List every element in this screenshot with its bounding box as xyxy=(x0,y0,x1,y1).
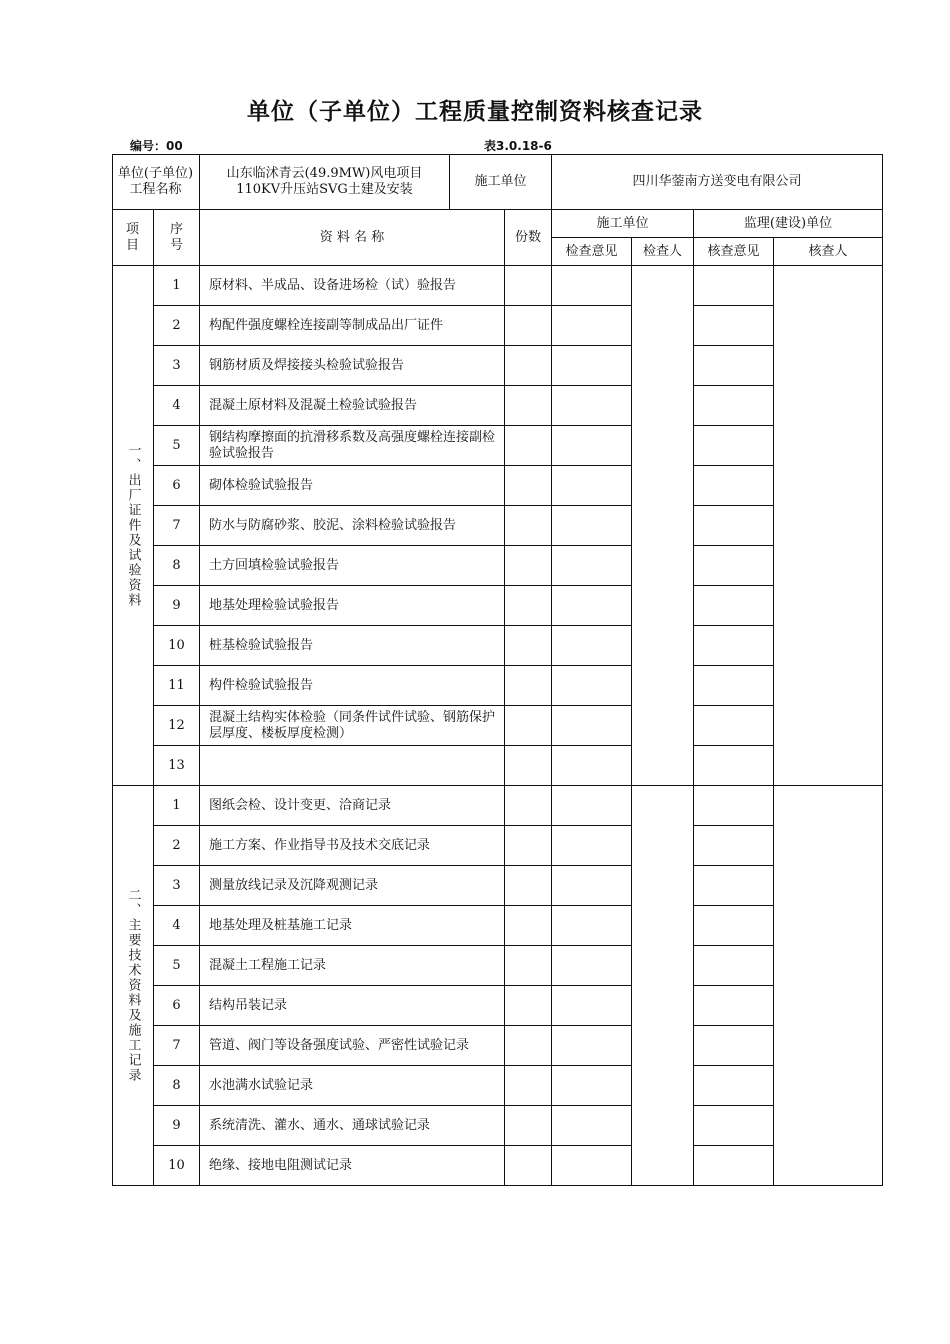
row-number: 5 xyxy=(154,946,200,986)
row-number: 3 xyxy=(154,346,200,386)
check-opinion-cell[interactable] xyxy=(552,466,632,506)
check-opinion-cell[interactable] xyxy=(552,546,632,586)
row-number: 4 xyxy=(154,906,200,946)
check-opinion-cell[interactable] xyxy=(552,1066,632,1106)
row-number: 10 xyxy=(154,626,200,666)
check-opinion-cell[interactable] xyxy=(552,666,632,706)
header-copies: 份数 xyxy=(505,210,552,266)
material-name: 图纸会检、设计变更、洽商记录 xyxy=(200,786,505,826)
header-check-opinion: 检查意见 xyxy=(552,238,632,266)
header-seq: 序号 xyxy=(154,210,200,266)
copies-cell[interactable] xyxy=(505,426,552,466)
copies-cell[interactable] xyxy=(505,666,552,706)
check-opinion-cell[interactable] xyxy=(552,906,632,946)
unit-name-label: 单位(子单位)工程名称 xyxy=(112,154,200,210)
material-name: 混凝土工程施工记录 xyxy=(200,946,505,986)
copies-cell[interactable] xyxy=(505,746,552,786)
copies-cell[interactable] xyxy=(505,1146,552,1186)
material-name: 测量放线记录及沉降观测记录 xyxy=(200,866,505,906)
check-opinion-cell[interactable] xyxy=(552,1026,632,1066)
copies-cell[interactable] xyxy=(505,626,552,666)
verify-opinion-cell[interactable] xyxy=(694,346,774,386)
row-number: 9 xyxy=(154,1106,200,1146)
row-number: 7 xyxy=(154,1026,200,1066)
check-opinion-cell[interactable] xyxy=(552,506,632,546)
checker-cell[interactable] xyxy=(632,786,694,1186)
row-number: 12 xyxy=(154,706,200,746)
copies-cell[interactable] xyxy=(505,586,552,626)
section-title: 二、主要技术资料及施工记录 xyxy=(112,786,154,1186)
header-construction-unit: 施工单位 xyxy=(552,210,694,238)
verify-opinion-cell[interactable] xyxy=(694,1066,774,1106)
copies-cell[interactable] xyxy=(505,1106,552,1146)
check-opinion-cell[interactable] xyxy=(552,946,632,986)
material-name: 施工方案、作业指导书及技术交底记录 xyxy=(200,826,505,866)
verify-opinion-cell[interactable] xyxy=(694,946,774,986)
material-name: 系统清洗、灌水、通水、通球试验记录 xyxy=(200,1106,505,1146)
check-opinion-cell[interactable] xyxy=(552,786,632,826)
verify-opinion-cell[interactable] xyxy=(694,986,774,1026)
verify-opinion-cell[interactable] xyxy=(694,706,774,746)
copies-cell[interactable] xyxy=(505,306,552,346)
copies-cell[interactable] xyxy=(505,986,552,1026)
verify-opinion-cell[interactable] xyxy=(694,466,774,506)
row-number: 6 xyxy=(154,986,200,1026)
material-name xyxy=(200,746,505,786)
material-name: 绝缘、接地电阻测试记录 xyxy=(200,1146,505,1186)
row-number: 8 xyxy=(154,546,200,586)
copies-cell[interactable] xyxy=(505,1066,552,1106)
check-opinion-cell[interactable] xyxy=(552,1106,632,1146)
verify-opinion-cell[interactable] xyxy=(694,666,774,706)
copies-cell[interactable] xyxy=(505,946,552,986)
verify-opinion-cell[interactable] xyxy=(694,1026,774,1066)
row-number: 1 xyxy=(154,266,200,306)
row-number: 5 xyxy=(154,426,200,466)
check-opinion-cell[interactable] xyxy=(552,706,632,746)
copies-cell[interactable] xyxy=(505,466,552,506)
verify-opinion-cell[interactable] xyxy=(694,426,774,466)
row-number: 9 xyxy=(154,586,200,626)
check-opinion-cell[interactable] xyxy=(552,426,632,466)
check-opinion-cell[interactable] xyxy=(552,586,632,626)
copies-cell[interactable] xyxy=(505,546,552,586)
document-number: 编号：00 xyxy=(130,139,183,153)
header-item: 项目 xyxy=(112,210,154,266)
row-number: 4 xyxy=(154,386,200,426)
material-name: 混凝土原材料及混凝土检验试验报告 xyxy=(200,386,505,426)
verify-opinion-cell[interactable] xyxy=(694,546,774,586)
copies-cell[interactable] xyxy=(505,386,552,426)
verify-opinion-cell[interactable] xyxy=(694,586,774,626)
row-number: 2 xyxy=(154,306,200,346)
material-name: 防水与防腐砂浆、胶泥、涂料检验试验报告 xyxy=(200,506,505,546)
row-number: 13 xyxy=(154,746,200,786)
header-verifier: 核查人 xyxy=(774,238,883,266)
copies-cell[interactable] xyxy=(505,266,552,306)
row-number: 3 xyxy=(154,866,200,906)
verify-opinion-cell[interactable] xyxy=(694,266,774,306)
copies-cell[interactable] xyxy=(505,506,552,546)
header-material-name: 资 料 名 称 xyxy=(200,210,505,266)
verifier-cell[interactable] xyxy=(774,786,883,1186)
material-name: 钢结构摩擦面的抗滑移系数及高强度螺栓连接副检验试验报告 xyxy=(200,426,505,466)
verify-opinion-cell[interactable] xyxy=(694,826,774,866)
check-opinion-cell[interactable] xyxy=(552,266,632,306)
material-name: 地基处理检验试验报告 xyxy=(200,586,505,626)
verify-opinion-cell[interactable] xyxy=(694,786,774,826)
material-name: 地基处理及桩基施工记录 xyxy=(200,906,505,946)
verifier-cell[interactable] xyxy=(774,266,883,786)
row-number: 6 xyxy=(154,466,200,506)
material-name: 构配件强度螺栓连接副等制成品出厂证件 xyxy=(200,306,505,346)
copies-cell[interactable] xyxy=(505,706,552,746)
verify-opinion-cell[interactable] xyxy=(694,506,774,546)
verify-opinion-cell[interactable] xyxy=(694,1146,774,1186)
check-opinion-cell[interactable] xyxy=(552,346,632,386)
header-supervision-unit: 监理(建设)单位 xyxy=(694,210,883,238)
material-name: 砌体检验试验报告 xyxy=(200,466,505,506)
material-name: 钢筋材质及焊接接头检验试验报告 xyxy=(200,346,505,386)
material-name: 水池满水试验记录 xyxy=(200,1066,505,1106)
copies-cell[interactable] xyxy=(505,906,552,946)
row-number: 1 xyxy=(154,786,200,826)
project-name: 山东临沭青云(49.9MW)风电项目110KV升压站SVG土建及安装 xyxy=(200,154,450,210)
material-name: 土方回填检验试验报告 xyxy=(200,546,505,586)
row-number: 7 xyxy=(154,506,200,546)
check-opinion-cell[interactable] xyxy=(552,746,632,786)
verify-opinion-cell[interactable] xyxy=(694,746,774,786)
table-number: 表3.0.18-6 xyxy=(484,139,552,153)
copies-cell[interactable] xyxy=(505,866,552,906)
row-number: 2 xyxy=(154,826,200,866)
copies-cell[interactable] xyxy=(505,346,552,386)
copies-cell[interactable] xyxy=(505,1026,552,1066)
verify-opinion-cell[interactable] xyxy=(694,1106,774,1146)
page-title: 单位（子单位）工程质量控制资料核查记录 xyxy=(247,99,703,125)
copies-cell[interactable] xyxy=(505,786,552,826)
material-name: 结构吊装记录 xyxy=(200,986,505,1026)
material-name: 混凝土结构实体检验（同条件试件试验、钢筋保护层厚度、楼板厚度检测） xyxy=(200,706,505,746)
check-opinion-cell[interactable] xyxy=(552,626,632,666)
verify-opinion-cell[interactable] xyxy=(694,866,774,906)
verify-opinion-cell[interactable] xyxy=(694,306,774,346)
header-verify-opinion: 核查意见 xyxy=(694,238,774,266)
material-name: 构件检验试验报告 xyxy=(200,666,505,706)
material-name: 原材料、半成品、设备进场检（试）验报告 xyxy=(200,266,505,306)
row-number: 11 xyxy=(154,666,200,706)
material-name: 桩基检验试验报告 xyxy=(200,626,505,666)
header-checker: 检查人 xyxy=(632,238,694,266)
row-number: 8 xyxy=(154,1066,200,1106)
verify-opinion-cell[interactable] xyxy=(694,386,774,426)
copies-cell[interactable] xyxy=(505,826,552,866)
row-number: 10 xyxy=(154,1146,200,1186)
check-opinion-cell[interactable] xyxy=(552,306,632,346)
verify-opinion-cell[interactable] xyxy=(694,626,774,666)
check-opinion-cell[interactable] xyxy=(552,1146,632,1186)
check-opinion-cell[interactable] xyxy=(552,866,632,906)
section-title: 一、出厂证件及试验资料 xyxy=(112,266,154,786)
check-opinion-cell[interactable] xyxy=(552,826,632,866)
contractor-name: 四川华蓥南方送变电有限公司 xyxy=(552,154,883,210)
material-name: 管道、阀门等设备强度试验、严密性试验记录 xyxy=(200,1026,505,1066)
check-opinion-cell[interactable] xyxy=(552,386,632,426)
verify-opinion-cell[interactable] xyxy=(694,906,774,946)
checker-cell[interactable] xyxy=(632,266,694,786)
contractor-label: 施工单位 xyxy=(450,154,552,210)
check-opinion-cell[interactable] xyxy=(552,986,632,1026)
